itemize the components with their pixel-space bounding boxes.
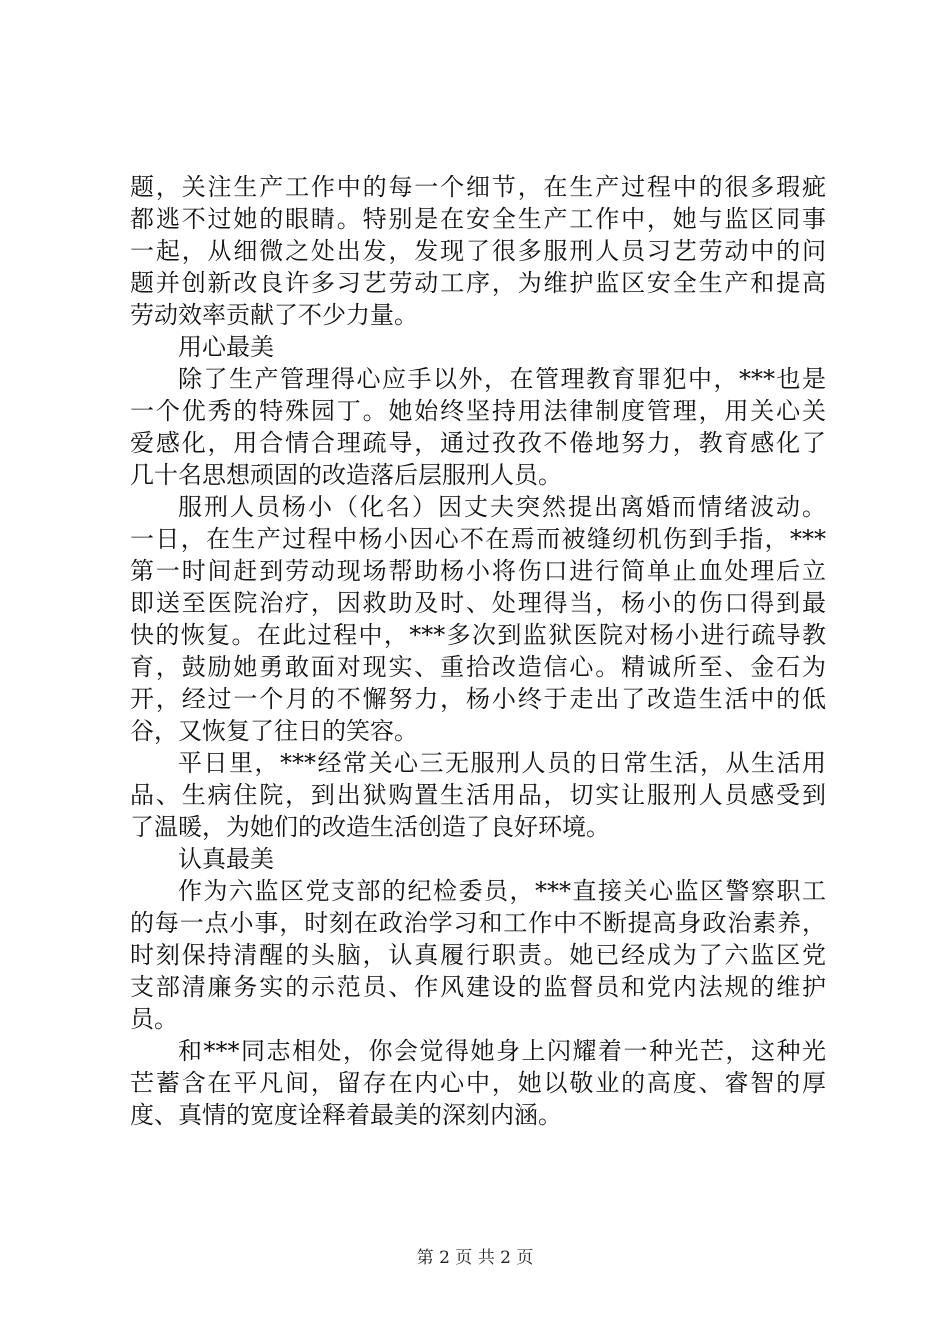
text-line: 开，经过一个月的不懈努力，杨小终于走出了改造生活中的低 xyxy=(130,685,826,713)
text-line: 支部清廉务实的示范员、作风建设的监督员和党内法规的维护 xyxy=(130,973,826,1001)
paragraph xyxy=(130,747,826,843)
paragraph xyxy=(130,875,826,1035)
text-line: 了温暖，为她们的改造生活创造了良好环境。 xyxy=(130,813,610,841)
text-line: 育，鼓励她勇敢面对现实、重拾改造信心。精诚所至、金石为 xyxy=(130,653,826,681)
text-line: 一日，在生产过程中杨小因心不在焉而被缝纫机伤到手指，*** xyxy=(130,525,826,553)
text-line: 题并创新改良许多习艺劳动工序，为维护监区安全生产和提高 xyxy=(130,269,826,297)
text-line: 爱感化，用合情合理疏导，通过孜孜不倦地努力，教育感化了 xyxy=(130,429,826,457)
section-heading: 认真最美 xyxy=(178,845,274,873)
text-line: 谷，又恢复了往日的笑容。 xyxy=(130,717,418,745)
text-line: 都逃不过她的眼睛。特别是在安全生产工作中，她与监区同事 xyxy=(130,205,826,233)
text-line: 作为六监区党支部的纪检委员，***直接关心监区警察职工 xyxy=(178,877,826,905)
page-footer: 第 2 页 共 2 页 xyxy=(416,1248,534,1268)
section-heading: 用心最美 xyxy=(178,333,274,361)
text-line: 劳动效率贡献了不少力量。 xyxy=(130,301,418,329)
text-line: 快的恢复。在此过程中，***多次到监狱医院对杨小进行疏导教 xyxy=(130,621,826,649)
text-line: 服刑人员杨小（化名）因丈夫突然提出离婚而情绪波动。 xyxy=(178,493,826,521)
paragraph xyxy=(130,171,826,331)
text-line: 除了生产管理得心应手以外，在管理教育罪犯中，***也是 xyxy=(178,365,826,393)
text-line: 和***同志相处，你会觉得她身上闪耀着一种光芒，这种光 xyxy=(178,1037,826,1065)
text-line: 员。 xyxy=(130,1005,178,1033)
text-line: 一个优秀的特殊园丁。她始终坚持用法律制度管理，用关心关 xyxy=(130,397,826,425)
text-line: 时刻保持清醒的头脑，认真履行职责。她已经成为了六监区党 xyxy=(130,941,826,969)
text-line: 第一时间赶到劳动现场帮助杨小将伤口进行简单止血处理后立 xyxy=(130,557,826,585)
text-line: 题，关注生产工作中的每一个细节，在生产过程中的很多瑕疵 xyxy=(130,173,826,201)
text-line: 几十名思想顽固的改造落后层服刑人员。 xyxy=(130,461,562,489)
text-line: 度、真情的宽度诠释着最美的深刻内涵。 xyxy=(130,1101,562,1129)
text-line: 一起，从细微之处出发，发现了很多服刑人员习艺劳动中的问 xyxy=(130,237,826,265)
text-line: 品、生病住院，到出狱购置生活用品，切实让服刑人员感受到 xyxy=(130,781,826,809)
paragraph xyxy=(130,491,826,747)
document-body xyxy=(130,171,826,1131)
paragraph xyxy=(130,363,826,491)
text-line: 平日里，***经常关心三无服刑人员的日常生活，从生活用 xyxy=(178,749,826,777)
text-line: 的每一点小事，时刻在政治学习和工作中不断提高身政治素养， xyxy=(130,909,826,937)
paragraph xyxy=(130,1035,826,1131)
text-line: 即送至医院治疗，因救助及时、处理得当，杨小的伤口得到最 xyxy=(130,589,826,617)
text-line: 芒蓄含在平凡间，留存在内心中，她以敬业的高度、睿智的厚 xyxy=(130,1069,826,1097)
